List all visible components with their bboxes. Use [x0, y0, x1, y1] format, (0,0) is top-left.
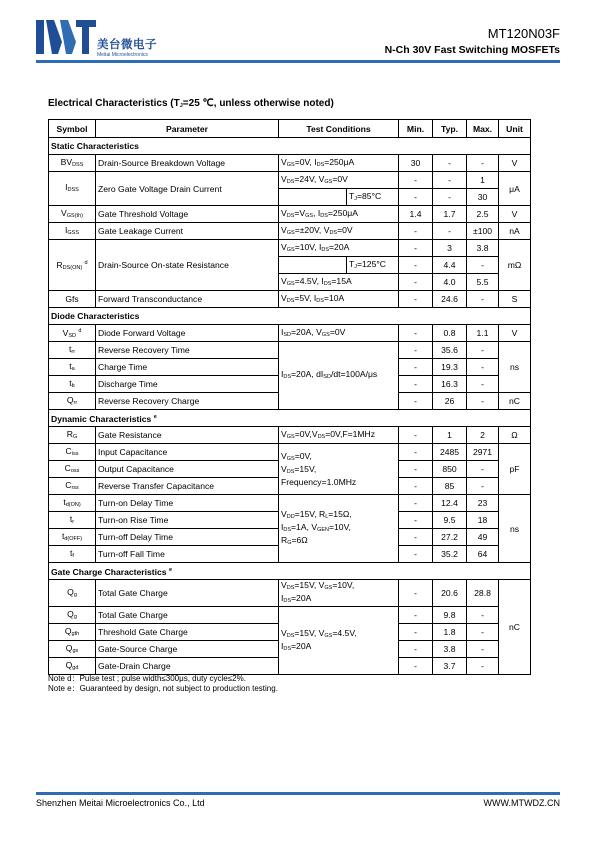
- symbol-ciss: Ciss: [49, 444, 96, 461]
- max-cell: 23: [467, 495, 499, 512]
- cond-cell: VDS=15V, VGS=4.5V, IDS=20A: [279, 607, 399, 675]
- min-cell: -: [399, 359, 433, 376]
- min-cell: -: [399, 658, 433, 675]
- note-d: Note d：Pulse test ; pulse width≤300μs, duty cycle≤2%.: [48, 674, 246, 683]
- param-cell: Diode Forward Voltage: [96, 325, 279, 342]
- unit-cell: μA: [499, 172, 531, 206]
- max-cell: -: [467, 393, 499, 410]
- param-cell: Reverse Recovery Time: [96, 342, 279, 359]
- min-cell: -: [399, 444, 433, 461]
- cond-cell: VDS=15V, VGS=10V, IDS=20A: [279, 580, 399, 607]
- min-cell: -: [399, 607, 433, 624]
- typ-cell: 2485: [433, 444, 467, 461]
- part-number: MT120N03F: [487, 26, 560, 41]
- max-cell: 2.5: [467, 206, 499, 223]
- min-cell: -: [399, 189, 433, 206]
- typ-cell: -: [433, 172, 467, 189]
- min-cell: -: [399, 461, 433, 478]
- typ-cell: 4.4: [433, 257, 467, 274]
- param-cell: Threshold Gate Charge: [96, 624, 279, 641]
- min-cell: -: [399, 257, 433, 274]
- table-row: [49, 240, 531, 257]
- cond-spacer: [279, 189, 347, 206]
- table-header-row: [49, 120, 531, 138]
- section-static: Static Characteristics: [49, 138, 531, 155]
- cond-cell: TJ=125°C: [347, 257, 399, 274]
- section-dynamic: Dynamic Characteristics $^e$: [49, 410, 531, 427]
- max-cell: 3.8: [467, 240, 499, 257]
- unit-cell: V: [499, 206, 531, 223]
- min-cell: -: [399, 325, 433, 342]
- table-row: [49, 444, 531, 461]
- unit-cell: ns: [499, 495, 531, 563]
- param-cell: Input Capacitance: [96, 444, 279, 461]
- header-divider: [36, 60, 560, 63]
- max-cell: 49: [467, 529, 499, 546]
- table-row: [49, 206, 531, 223]
- max-cell: -: [467, 155, 499, 172]
- typ-cell: 35.2: [433, 546, 467, 563]
- table-row: [49, 172, 531, 189]
- cond-cell: VGS=4.5V, IDS=15A: [279, 274, 399, 291]
- table-row: [49, 155, 531, 172]
- symbol-ta: ta: [49, 359, 96, 376]
- param-cell: Reverse Recovery Charge: [96, 393, 279, 410]
- cond-cell: VGS=0V, VDS=15V, Frequency=1.0MHz: [279, 444, 399, 495]
- typ-cell: 24.6: [433, 291, 467, 308]
- max-cell: 64: [467, 546, 499, 563]
- param-cell: Gate-Drain Charge: [96, 658, 279, 675]
- table-row: [49, 427, 531, 444]
- max-cell: -: [467, 624, 499, 641]
- table-row: [49, 223, 531, 240]
- min-cell: -: [399, 393, 433, 410]
- typ-cell: 20.6: [433, 580, 467, 607]
- symbol-idss: IDSS: [49, 172, 96, 206]
- symbol-rg: RG: [49, 427, 96, 444]
- max-cell: -: [467, 607, 499, 624]
- min-cell: 30: [399, 155, 433, 172]
- typ-cell: 35.6: [433, 342, 467, 359]
- typ-cell: 19.3: [433, 359, 467, 376]
- symbol-crss: Crss: [49, 478, 96, 495]
- header-typ: Typ.: [433, 120, 467, 138]
- max-cell: 28.8: [467, 580, 499, 607]
- footer-company: Shenzhen Meitai Microelectronics Co., Ltd: [36, 798, 205, 808]
- cond-cell: ISD=20A, VGS=0V: [279, 325, 399, 342]
- min-cell: -: [399, 376, 433, 393]
- header-test-conditions: Test Conditions: [279, 120, 399, 138]
- typ-cell: 27.2: [433, 529, 467, 546]
- typ-cell: 1.8: [433, 624, 467, 641]
- param-cell: Turn-off Fall Time: [96, 546, 279, 563]
- company-logo-icon: [36, 16, 96, 58]
- max-cell: 30: [467, 189, 499, 206]
- symbol-qgth: Qgth: [49, 624, 96, 641]
- unit-cell: pF: [499, 444, 531, 495]
- cond-cell: VDS=VGS, IDS=250μA: [279, 206, 399, 223]
- param-cell: Reverse Transfer Capacitance: [96, 478, 279, 495]
- symbol-qg: Qg: [49, 607, 96, 624]
- max-cell: -: [467, 376, 499, 393]
- min-cell: -: [399, 495, 433, 512]
- max-cell: -: [467, 291, 499, 308]
- max-cell: 2971: [467, 444, 499, 461]
- header-unit: Unit: [499, 120, 531, 138]
- max-cell: ±100: [467, 223, 499, 240]
- unit-cell: Ω: [499, 427, 531, 444]
- cond-cell: IDS=20A, dISD/dt=100A/μs: [279, 342, 399, 410]
- typ-cell: 0.8: [433, 325, 467, 342]
- unit-cell: nC: [499, 580, 531, 675]
- param-cell: Gate Leakage Current: [96, 223, 279, 240]
- symbol-gfs: Gfs: [49, 291, 96, 308]
- min-cell: -: [399, 427, 433, 444]
- table-row: [49, 342, 531, 359]
- unit-cell: nA: [499, 223, 531, 240]
- unit-cell: nC: [499, 393, 531, 410]
- typ-cell: -: [433, 223, 467, 240]
- typ-cell: -: [433, 155, 467, 172]
- typ-cell: 3.7: [433, 658, 467, 675]
- unit-cell: S: [499, 291, 531, 308]
- symbol-igss: IGSS: [49, 223, 96, 240]
- unit-cell: ns: [499, 342, 531, 393]
- symbol-tf: tf: [49, 546, 96, 563]
- typ-cell: 850: [433, 461, 467, 478]
- max-cell: 18: [467, 512, 499, 529]
- min-cell: -: [399, 512, 433, 529]
- unit-cell: V: [499, 155, 531, 172]
- brand-name-cn: 美台微电子: [97, 39, 157, 51]
- symbol-vsd: VSD $^d$: [49, 325, 96, 342]
- max-cell: -: [467, 461, 499, 478]
- typ-cell: 16.3: [433, 376, 467, 393]
- cond-cell: VDS=5V, IDS=10A: [279, 291, 399, 308]
- typ-cell: 4.0: [433, 274, 467, 291]
- symbol-trr: trr: [49, 342, 96, 359]
- symbol-rdson: RDS(ON) $^d$: [49, 240, 96, 291]
- brand-name-en: Meitai Microelectronics: [97, 52, 148, 58]
- min-cell: -: [399, 240, 433, 257]
- footnotes: [48, 674, 278, 694]
- symbol-tdoff: td(OFF): [49, 529, 96, 546]
- param-cell: Output Capacitance: [96, 461, 279, 478]
- table-row: [49, 325, 531, 342]
- param-cell: Charge Time: [96, 359, 279, 376]
- typ-cell: 1: [433, 427, 467, 444]
- table-row: [49, 607, 531, 624]
- max-cell: -: [467, 658, 499, 675]
- cond-cell: VDD=15V, RL=15Ω, IDS=1A, VGEN=10V, RG=6Ω: [279, 495, 399, 563]
- min-cell: -: [399, 529, 433, 546]
- param-cell: Discharge Time: [96, 376, 279, 393]
- max-cell: 1.1: [467, 325, 499, 342]
- typ-cell: 12.4: [433, 495, 467, 512]
- symbol-qrr: Qrr: [49, 393, 96, 410]
- param-cell: Turn-off Delay Time: [96, 529, 279, 546]
- param-cell: Turn-on Delay Time: [96, 495, 279, 512]
- unit-cell: mΩ: [499, 240, 531, 291]
- max-cell: -: [467, 257, 499, 274]
- min-cell: -: [399, 342, 433, 359]
- cond-cell: VGS=10V, IDS=20A: [279, 240, 399, 257]
- note-e: Note e：Guaranteed by design, not subject to production testing.: [48, 684, 278, 693]
- min-cell: -: [399, 172, 433, 189]
- symbol-tb: tb: [49, 376, 96, 393]
- cond-cell: VGS=±20V, VDS=0V: [279, 223, 399, 240]
- cond-cell: VDS=24V, VGS=0V: [279, 172, 399, 189]
- param-cell: Total Gate Charge: [96, 607, 279, 624]
- param-cell: Drain-Source On-state Resistance: [96, 240, 279, 291]
- min-cell: -: [399, 291, 433, 308]
- typ-cell: 85: [433, 478, 467, 495]
- symbol-coss: Coss: [49, 461, 96, 478]
- table-row: [49, 291, 531, 308]
- electrical-characteristics-table: [48, 119, 531, 675]
- param-cell: Forward Transconductance: [96, 291, 279, 308]
- min-cell: -: [399, 624, 433, 641]
- header-max: Max.: [467, 120, 499, 138]
- max-cell: 5.5: [467, 274, 499, 291]
- table-row: [49, 495, 531, 512]
- min-cell: -: [399, 274, 433, 291]
- document-subtitle: N-Ch 30V Fast Switching MOSFETs: [384, 44, 560, 56]
- max-cell: 2: [467, 427, 499, 444]
- unit-cell: V: [499, 325, 531, 342]
- section-diode: Diode Characteristics: [49, 308, 531, 325]
- header-parameter: Parameter: [96, 120, 279, 138]
- symbol-tdon: td(ON): [49, 495, 96, 512]
- param-cell: Drain-Source Breakdown Voltage: [96, 155, 279, 172]
- footer-divider: [36, 792, 560, 795]
- cond-cell: VGS=0V,VDS=0V,F=1MHz: [279, 427, 399, 444]
- table-row: [49, 580, 531, 607]
- max-cell: -: [467, 342, 499, 359]
- param-cell: Turn-on Rise Time: [96, 512, 279, 529]
- typ-cell: 3: [433, 240, 467, 257]
- typ-cell: 9.8: [433, 607, 467, 624]
- param-cell: Zero Gate Voltage Drain Current: [96, 172, 279, 206]
- param-cell: Gate-Source Charge: [96, 641, 279, 658]
- typ-cell: -: [433, 189, 467, 206]
- typ-cell: 9.5: [433, 512, 467, 529]
- symbol-bvdss: BVDSS: [49, 155, 96, 172]
- max-cell: -: [467, 478, 499, 495]
- param-cell: Gate Resistance: [96, 427, 279, 444]
- header-min: Min.: [399, 120, 433, 138]
- footer-website: WWW.MTWDZ.CN: [483, 798, 560, 808]
- symbol-qg: Qg: [49, 580, 96, 607]
- symbol-vgsth: VGS(th): [49, 206, 96, 223]
- param-cell: Total Gate Charge: [96, 580, 279, 607]
- symbol-tr: tr: [49, 512, 96, 529]
- min-cell: -: [399, 478, 433, 495]
- min-cell: -: [399, 641, 433, 658]
- section-gate-charge: Gate Charge Characteristics $^e$: [49, 563, 531, 580]
- symbol-qgs: Qgs: [49, 641, 96, 658]
- min-cell: -: [399, 580, 433, 607]
- cond-spacer: [279, 257, 347, 274]
- typ-cell: 26: [433, 393, 467, 410]
- page-header: [36, 16, 560, 60]
- cond-cell: TJ=85°C: [347, 189, 399, 206]
- min-cell: 1.4: [399, 206, 433, 223]
- cond-cell: VGS=0V, IDS=250μA: [279, 155, 399, 172]
- typ-cell: 3.8: [433, 641, 467, 658]
- param-cell: Gate Threshold Voltage: [96, 206, 279, 223]
- min-cell: -: [399, 223, 433, 240]
- typ-cell: 1.7: [433, 206, 467, 223]
- min-cell: -: [399, 546, 433, 563]
- header-symbol: Symbol: [49, 120, 96, 138]
- section-title: Electrical Characteristics (TJ=25 ℃, unless otherwise noted): [48, 98, 334, 109]
- max-cell: -: [467, 359, 499, 376]
- max-cell: -: [467, 641, 499, 658]
- symbol-qgd: Qgd: [49, 658, 96, 675]
- max-cell: 1: [467, 172, 499, 189]
